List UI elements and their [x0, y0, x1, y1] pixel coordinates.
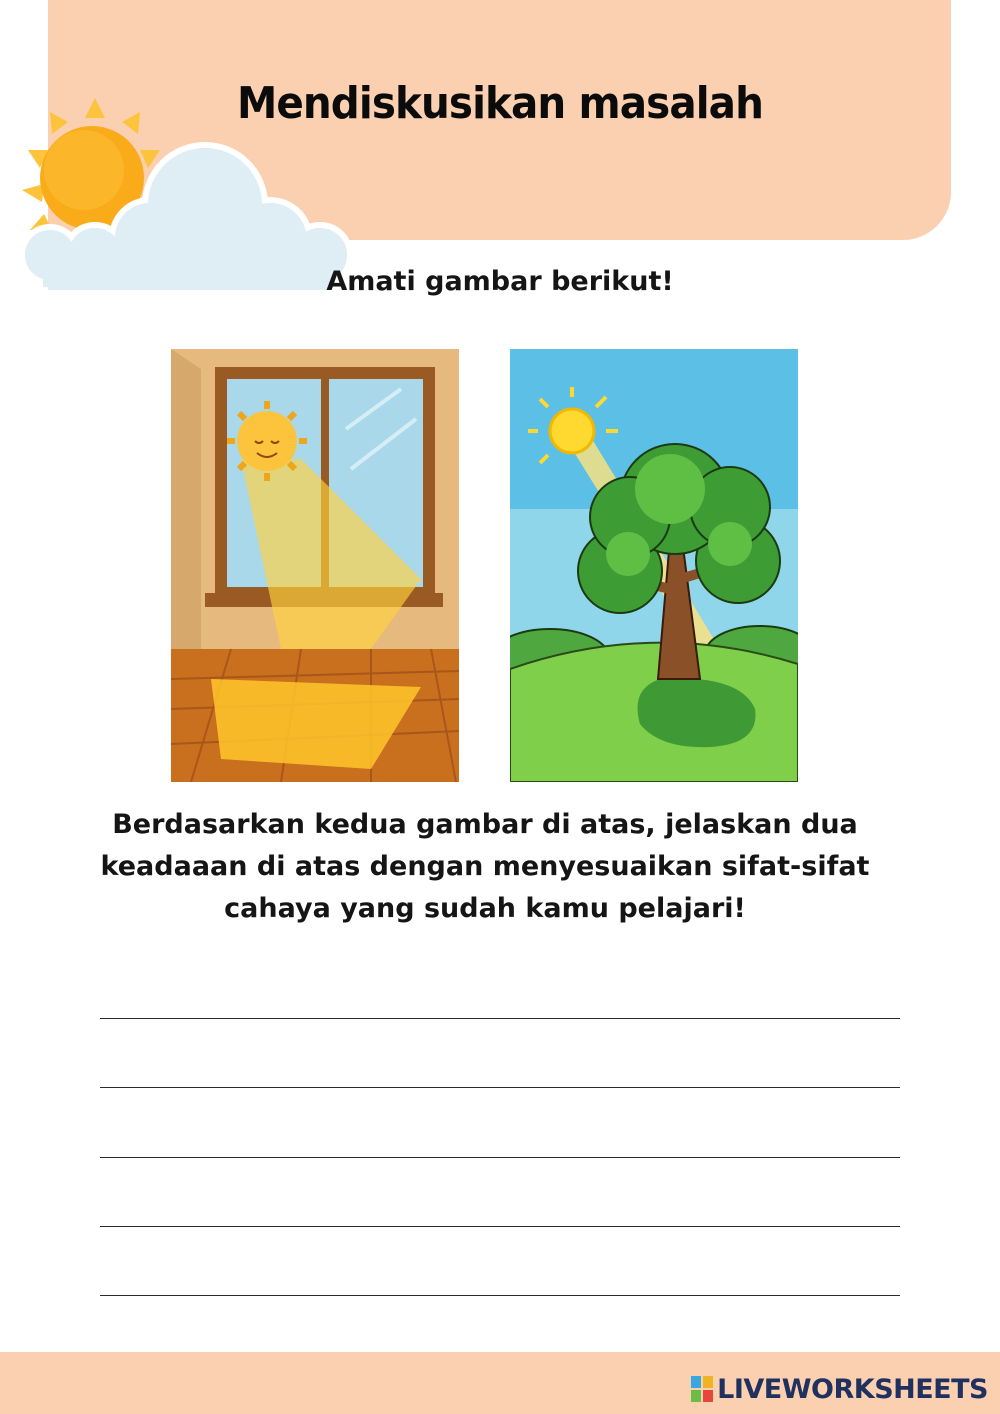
answer-line[interactable]: [100, 1226, 900, 1227]
answer-line[interactable]: [100, 1018, 900, 1019]
brand-text: LIVEWORKSHEETS: [717, 1373, 988, 1405]
window-sunlight-image: [171, 349, 459, 782]
page-title: Mendiskusikan masalah: [237, 78, 763, 129]
tree-sunlight-image: [510, 349, 798, 782]
liveworksheets-mark-icon: [691, 1376, 713, 1402]
answer-line[interactable]: [100, 1157, 900, 1158]
question-text: Berdasarkan kedua gambar di atas, jelaskan dua keadaaan di atas dengan menyesuaikan sifat-sifat cahaya yang sudah kamu pelajari!: [100, 809, 870, 924]
answer-line[interactable]: [100, 1295, 900, 1296]
instruction-text: Amati gambar berikut!: [326, 266, 674, 297]
liveworksheets-logo[interactable]: [691, 1372, 988, 1406]
sun-icon: [227, 401, 307, 481]
answer-line[interactable]: [100, 1087, 900, 1088]
